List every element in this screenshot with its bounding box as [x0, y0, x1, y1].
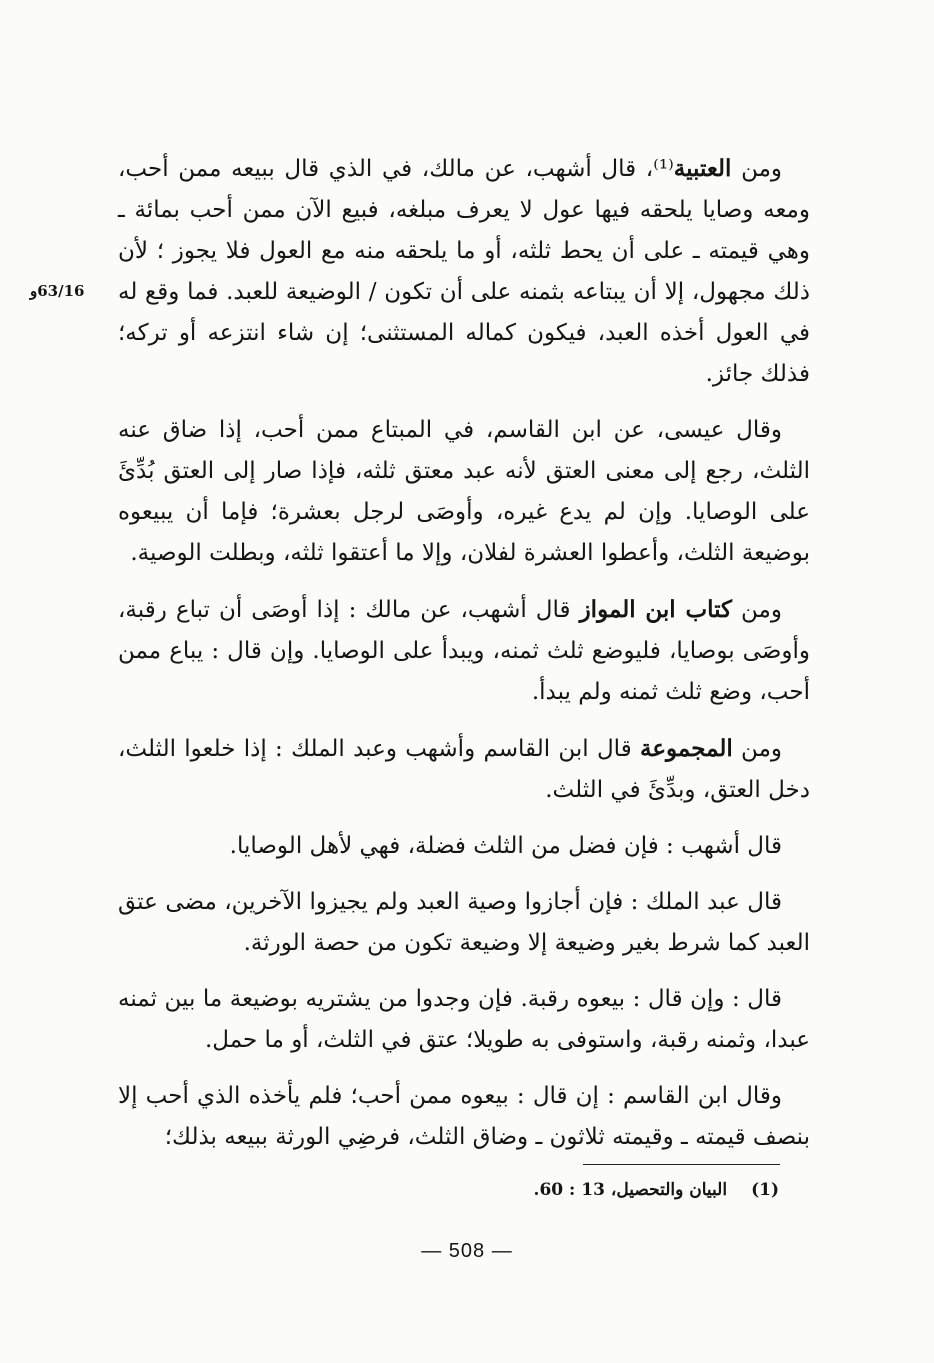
paragraph-4: [118, 728, 810, 811]
paragraph-lead: ومن: [732, 597, 782, 623]
paragraph-lead: ومن: [731, 156, 783, 182]
paragraph-5: [118, 826, 810, 867]
paragraph-body: قال أشهب : فإن فضل من الثلث فضلة، فهي لأهل الوصايا.: [229, 833, 782, 859]
source-title: المجموعة: [639, 735, 733, 762]
footnote-divider: [583, 1164, 780, 1165]
paragraph-3: [118, 589, 810, 713]
paragraph-body: ⁽¹⁾، قال أشهب، عن مالك، في الذي قال ببيعه ممن أحب، ومعه وصايا يلحقه فيها عول لا يعرف مبلغه، فبيع الآن ممن أحب بمائة ـ وهي قيمته ـ على أن يحط ثلثه، أو ما يلحقه منه مع العول فلا يجوز ؛ لأن ذلك مجهول، إلا أن يبتاعه بثمنه على أن تكون / الوضيعة للعبد. فما وقع له في العول أخذه العبد، فيكون كماله المستثنى؛ إن شاء انتزعه أو تركه؛ فذلك جائز.: [118, 156, 810, 387]
paragraph-lead: ومن: [732, 736, 782, 762]
paragraph-body: قال : وإن قال : بيعوه رقبة. فإن وجدوا من يشتريه بوضيعة ما بين ثمنه عبدا، وثمنه رقبة، واستوفى به طويلا؛ عتق في الثلث، أو ما حمل.: [118, 986, 810, 1053]
source-title: العتبية: [673, 155, 732, 182]
paragraph-7: [118, 979, 810, 1061]
paragraph-body: وقال ابن القاسم : إن قال : بيعوه ممن أحب؛ فلم يأخذه الذي أحب إلا بنصف قيمته ـ وقيمته ثلاثون ـ وضاق الثلث، فرضِي الورثة ببيعه بذلك؛: [118, 1083, 810, 1150]
paragraph-6: [118, 882, 810, 964]
margin-folio-note: 63/16و: [30, 282, 85, 300]
paragraph-body: قال أشهب، عن مالك : إذا أوصَى أن تباع رقبة، وأوصَى بوصايا، فليوضع ثلث ثمنه، ويبدأ على الوصايا. وإن قال : يباع ممن أحب، وضع ثلث ثمنه ولم يبدأ.: [118, 597, 810, 705]
paragraph-1: [118, 148, 810, 395]
paragraph-2: [118, 410, 810, 574]
paragraph-body: وقال عيسى، عن ابن القاسم، في المبتاع ممن أحب، إذا ضاق عنه الثلث، رجع إلى معنى العتق لأنه عبد معتق ثلثه، فإذا صار إلى العتق بُدِّئَ على الوصايا. وإن لم يدع غيره، وأوصَى لرجل بعشرة؛ فإما أن يبيعوه بوضيعة الثلث، وأعطوا العشرة لفلان، وإلا ما أعتقوا ثلثه، وبطلت الوصية.: [118, 417, 810, 566]
main-text: [118, 148, 810, 1173]
footnote: [534, 1180, 779, 1200]
page-number: — 508 —: [421, 1240, 513, 1262]
paragraph-body: قال ابن القاسم وأشهب وعبد الملك : إذا خلعوا الثلث، دخل العتق، وبدِّئَ في الثلث.: [118, 736, 810, 803]
footnote-text: البيان والتحصيل، 13 : 60.: [533, 1180, 728, 1200]
paragraph-body: قال عبد الملك : فإن أجازوا وصية العبد ولم يجيزوا الآخرين، مضى عتق العبد كما شرط بغير وضيعة إلا وضيعة تكون من حصة الورثة.: [118, 889, 810, 956]
footnote-number: (1): [751, 1180, 779, 1200]
source-title: كتاب ابن المواز: [579, 596, 732, 623]
paragraph-8: [118, 1076, 810, 1158]
